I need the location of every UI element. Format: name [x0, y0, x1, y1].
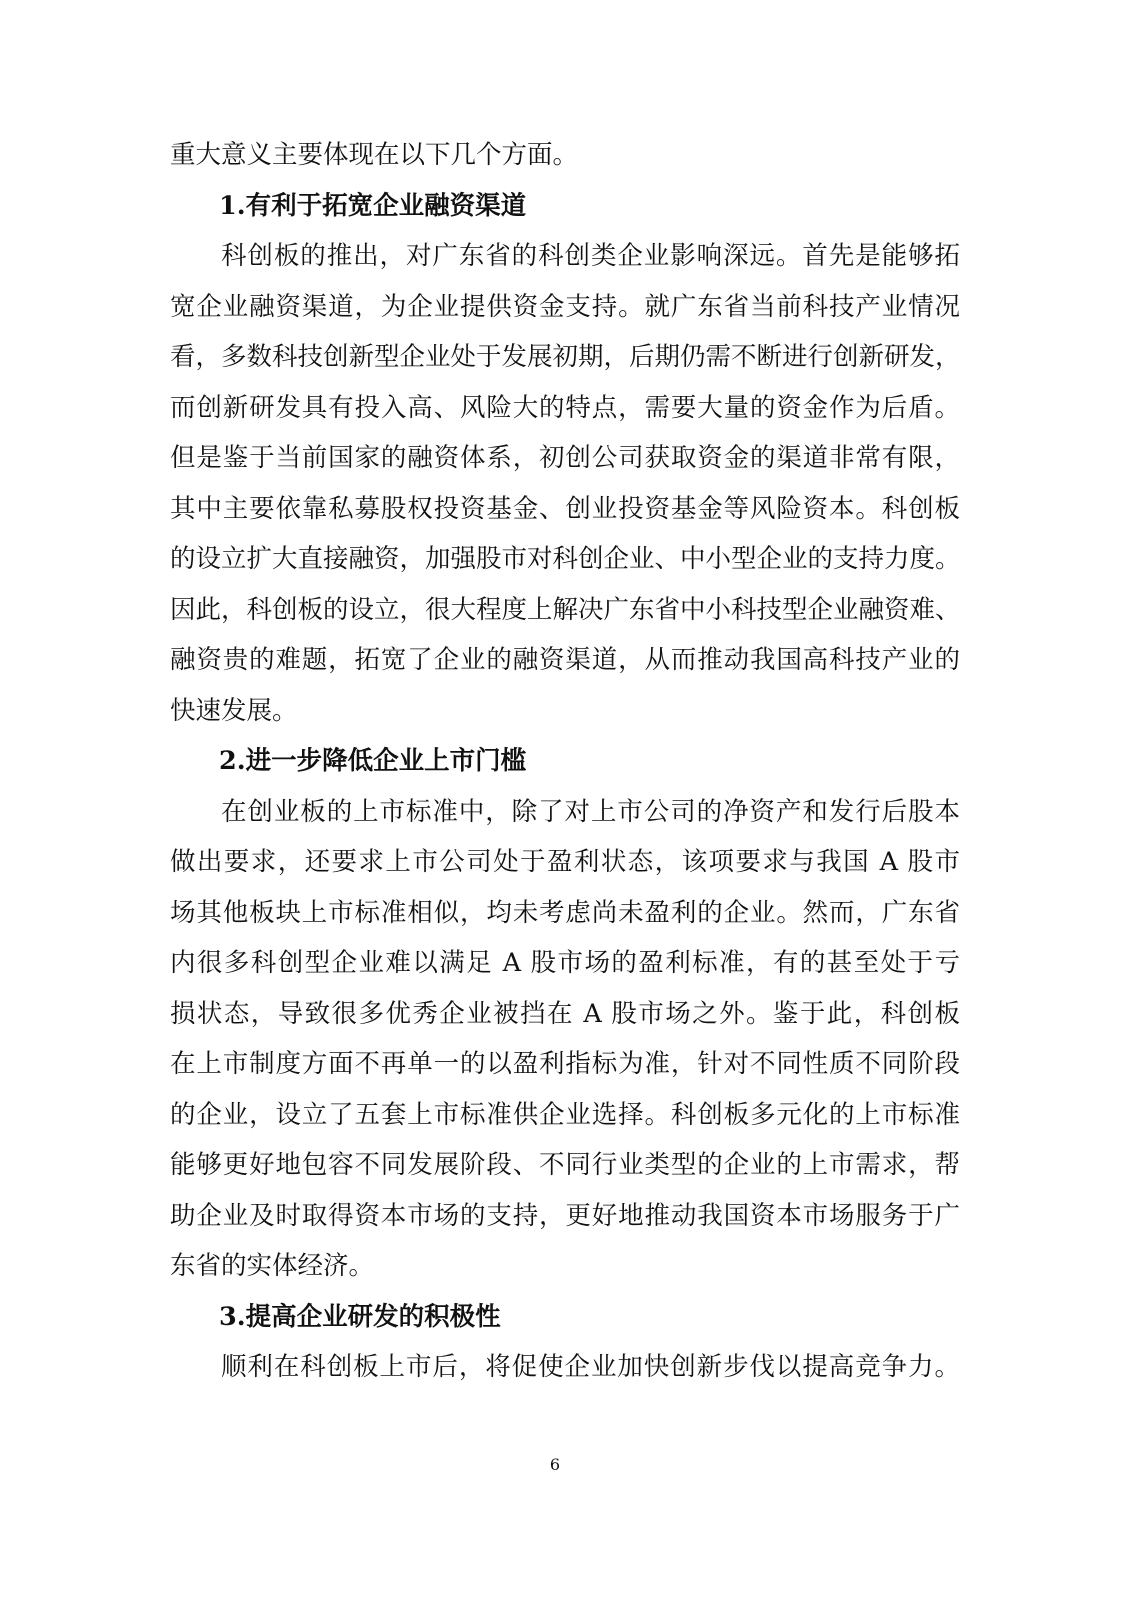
text-line: 场其他板块上市标准相似，均未考虑尚未盈利的企业。然而，广东省 [170, 897, 960, 928]
text-line: 科创板的推出，对广东省的科创类企业影响深远。首先是能够拓 [221, 241, 960, 271]
intro-line: 重大意义主要体现在以下几个方面。 [170, 140, 579, 170]
text-line: 东省的实体经济。 [170, 1251, 375, 1281]
text-line: 看，多数科技创新型企业处于发展初期，后期仍需不断进行创新研发， [170, 342, 961, 372]
text-line: 在上市制度方面不再单一的以盈利指标为准，针对不同性质不同阶段 [170, 1049, 960, 1079]
text-line: 内很多科创型企业难以满足 A 股市场的盈利标准，有的甚至处于亏 [170, 948, 960, 978]
text-line: 助企业及时取得资本市场的支持，更好地推动我国资本市场服务于广 [170, 1200, 960, 1231]
text-line: 顺利在科创板上市后，将促使企业加快创新步伐以提高竞争力。 [221, 1352, 960, 1382]
text-line: 但是鉴于当前国家的融资体系，初创公司获取资金的渠道非常有限， [170, 443, 960, 473]
text-line: 其中主要依靠私募股权投资基金、创业投资基金等风险资本。科创板 [170, 493, 960, 524]
text-line: 因此，科创板的设立，很大程度上解决广东省中小科技型企业融资难、 [170, 594, 961, 625]
section-2-heading: 2.进一步降低企业上市门槛 [219, 746, 527, 776]
text-line: 的企业，设立了五套上市标准供企业选择。科创板多元化的上市标准 [170, 1099, 960, 1130]
section-1-heading: 1.有利于拓宽企业融资渠道 [219, 190, 527, 221]
text-line: 损状态，导致很多优秀企业被挡在 A 股市场之外。鉴于此，科创板 [170, 998, 960, 1029]
document-body [170, 130, 960, 1393]
text-line: 的设立扩大直接融资，加强股市对科创企业、中小型企业的支持力度。 [170, 544, 961, 574]
text-line: 在创业板的上市标准中，除了对上市公司的净资产和发行后股本 [221, 796, 960, 827]
section-3-heading: 3.提高企业研发的积极性 [219, 1301, 501, 1332]
text-line: 能够更好地包容不同发展阶段、不同行业类型的企业的上市需求，帮 [170, 1150, 960, 1180]
text-line: 快速发展。 [170, 695, 298, 726]
text-line: 而创新研发具有投入高、风险大的特点，需要大量的资金作为后盾。 [170, 392, 960, 423]
text-line: 宽企业融资渠道，为企业提供资金支持。就广东省当前科技产业情况 [170, 291, 960, 322]
page-number: 6 [549, 1455, 561, 1474]
text-line: 做出要求，还要求上市公司处于盈利状态，该项要求与我国 A 股市 [170, 847, 960, 877]
text-line: 融资贵的难题，拓宽了企业的融资渠道，从而推动我国高科技产业的 [170, 645, 960, 675]
